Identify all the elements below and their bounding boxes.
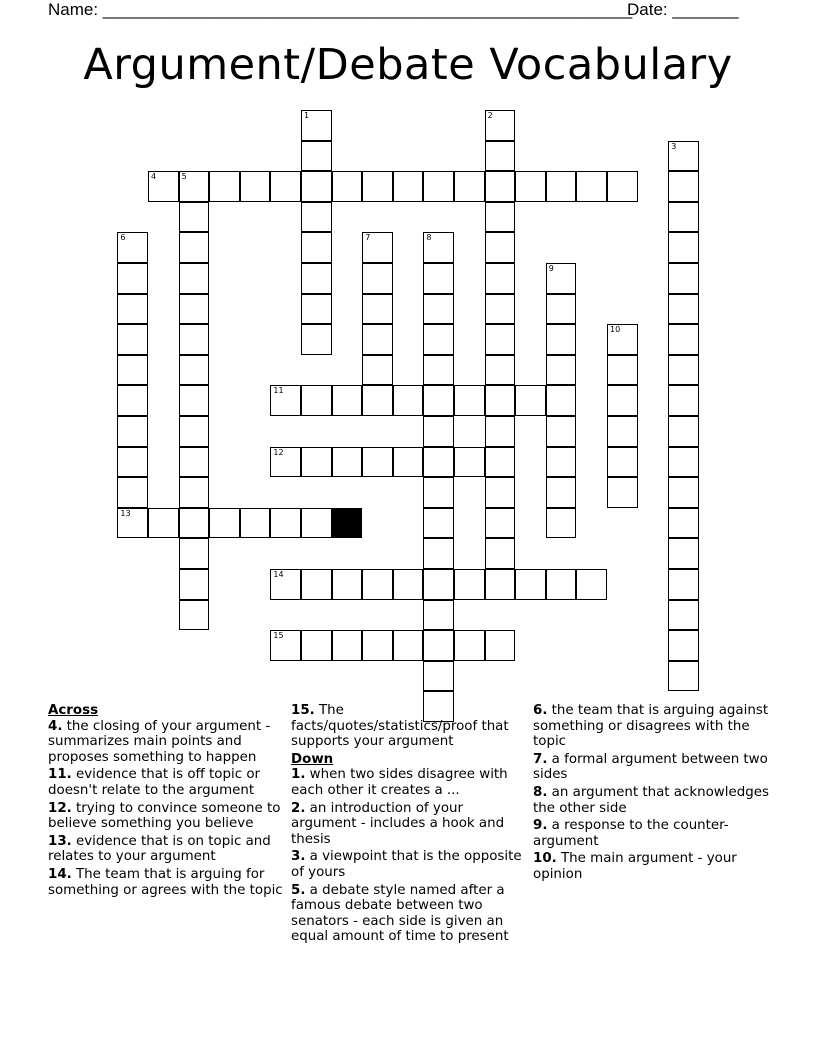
clue-number: 1 [304,111,310,120]
grid-cell[interactable] [546,385,577,416]
grid-cell[interactable] [240,508,271,539]
grid-cell[interactable] [423,661,454,692]
grid-cell[interactable] [423,263,454,294]
grid-cell[interactable] [148,171,179,202]
grid-cell[interactable] [546,355,577,386]
grid-cell[interactable] [301,447,332,478]
grid-cell[interactable] [179,600,210,631]
grid-cell[interactable] [179,355,210,386]
across-clue-15: 15. The facts/quotes/statistics/proof that supports your argument [291,703,509,750]
grid-cell[interactable] [423,600,454,631]
clue-number: 3 [671,141,677,151]
across-clue-14: 14. The team that is arguing for something or agrees with the topic [48,866,283,898]
grid-cell[interactable] [423,569,454,600]
grid-cell[interactable] [423,477,454,508]
grid-cell[interactable] [607,447,638,478]
grid-cell[interactable] [301,232,332,263]
grid-cell[interactable] [179,294,210,325]
grid-cell[interactable] [546,508,577,539]
grid-cell[interactable] [362,447,393,478]
down-heading: Down [291,751,334,767]
grid-cell[interactable] [454,171,485,202]
down-clue-8: 8. an argument that acknowledges the other side [533,784,769,816]
grid-cell[interactable] [301,171,332,202]
grid-cell[interactable] [332,630,363,661]
grid-cell[interactable] [270,447,301,478]
grid-cell[interactable] [576,171,607,202]
down-clue-5: 5. a debate style named after a famous debate between two senators - each side is given an equal amount of time to present [291,882,509,945]
clue-number: 6 [120,233,126,243]
grid-cell[interactable] [607,385,638,416]
grid-cell[interactable] [423,538,454,569]
grid-cell[interactable] [485,171,516,202]
grid-cell[interactable] [301,508,332,539]
grid-cell[interactable] [668,508,699,539]
name-field-label: Name: ________________________________________________________ [48,0,633,19]
grid-cell[interactable] [362,385,393,416]
grid-cell[interactable] [117,447,148,478]
clue-number: 15 [273,631,284,641]
grid-cell[interactable] [209,508,240,539]
grid-cell[interactable] [393,447,424,478]
grid-cell[interactable] [117,263,148,294]
grid-cell[interactable] [209,171,240,202]
clue-number: 12 [273,447,284,457]
grid-cell[interactable] [485,385,516,416]
grid-cell[interactable] [362,232,393,263]
grid-cell[interactable] [485,477,516,508]
grid-cell[interactable] [301,324,332,355]
grid-cell[interactable] [423,355,454,386]
grid-cell[interactable] [301,294,332,325]
grid-cell[interactable] [179,416,210,447]
grid-cell[interactable] [179,538,210,569]
grid-cell[interactable] [362,294,393,325]
grid-cell[interactable] [485,630,516,661]
grid-cell[interactable] [423,294,454,325]
grid-cell[interactable] [546,263,577,294]
grid-cell[interactable] [576,569,607,600]
grid-cell[interactable] [515,171,546,202]
grid-cell[interactable] [423,232,454,263]
grid-cell[interactable] [668,416,699,447]
grid-cell[interactable] [485,508,516,539]
black-cell [332,508,363,539]
grid-cell[interactable] [485,355,516,386]
grid-cell[interactable] [454,447,485,478]
grid-cell[interactable] [546,324,577,355]
grid-cell[interactable] [668,477,699,508]
grid-cell[interactable] [332,447,363,478]
grid-cell[interactable] [668,569,699,600]
grid-cell[interactable] [362,263,393,294]
grid-cell[interactable] [607,171,638,202]
grid-cell[interactable] [668,600,699,631]
clue-number: 8 [426,233,432,243]
grid-cell[interactable] [362,630,393,661]
grid-cell[interactable] [515,569,546,600]
grid-cell[interactable] [668,263,699,294]
grid-cell[interactable] [454,385,485,416]
grid-cell[interactable] [668,202,699,233]
grid-cell[interactable] [485,538,516,569]
across-clue-4: 4. the closing of your argument - summarizes main points and proposes something to happen [48,718,271,765]
grid-cell[interactable] [546,447,577,478]
down-clue-9: 9. a response to the counter-argument [533,818,729,849]
grid-cell[interactable] [270,508,301,539]
grid-cell[interactable] [485,202,516,233]
grid-cell[interactable] [485,416,516,447]
clue-number: 14 [273,570,284,579]
grid-cell[interactable] [668,324,699,355]
clue-number: 10 [610,325,621,335]
across-clue-13: 13. evidence that is on topic and relates to your argument [48,833,271,865]
grid-cell[interactable] [485,263,516,294]
grid-cell[interactable] [423,630,454,661]
grid-cell[interactable] [179,263,210,294]
clues-column-1 [48,703,284,900]
grid-cell[interactable] [362,355,393,386]
down-clue-1: 1. when two sides disagree with each other it creates a ... [291,767,508,798]
grid-cell[interactable] [546,416,577,447]
grid-cell[interactable] [607,324,638,355]
grid-cell[interactable] [423,324,454,355]
across-clue-11: 11. evidence that is off topic or doesn't relate to the argument [48,767,261,798]
grid-cell[interactable] [393,569,424,600]
grid-cell[interactable] [179,202,210,233]
grid-cell[interactable] [179,385,210,416]
grid-cell[interactable] [301,569,332,600]
clue-number: 7 [365,233,371,243]
grid-cell[interactable] [301,141,332,172]
grid-cell[interactable] [515,385,546,416]
grid-cell[interactable] [179,569,210,600]
grid-cell[interactable] [546,171,577,202]
clues-column-3 [533,703,769,885]
down-clue-2: 2. an introduction of your argument - includes a hook and thesis [291,800,505,847]
grid-cell[interactable] [607,355,638,386]
grid-cell[interactable] [117,355,148,386]
grid-cell[interactable] [546,294,577,325]
grid-cell[interactable] [179,447,210,478]
grid-cell[interactable] [332,171,363,202]
grid-cell[interactable] [485,232,516,263]
date-field-label: Date: _______ [627,0,739,19]
grid-cell[interactable] [668,141,699,172]
grid-cell[interactable] [362,569,393,600]
clue-number: 9 [548,264,554,273]
grid-cell[interactable] [423,508,454,539]
grid-cell[interactable] [117,294,148,325]
grid-cell[interactable] [301,110,332,141]
grid-cell[interactable] [117,385,148,416]
grid-cell[interactable] [485,141,516,172]
grid-cell[interactable] [270,385,301,416]
grid-cell[interactable] [668,355,699,386]
page-title: Argument/Debate Vocabulary [83,40,733,90]
grid-cell[interactable] [454,569,485,600]
down-clue-7: 7. a formal argument between two sides [533,751,768,783]
grid-cell[interactable] [668,661,699,692]
grid-cell[interactable] [485,569,516,600]
grid-cell[interactable] [485,324,516,355]
grid-cell[interactable] [117,324,148,355]
grid-cell[interactable] [179,171,210,202]
grid-cell[interactable] [668,294,699,325]
grid-cell[interactable] [332,385,363,416]
grid-cell[interactable] [668,447,699,478]
grid-cell[interactable] [423,447,454,478]
clue-number: 2 [487,111,493,120]
grid-cell[interactable] [270,171,301,202]
grid-cell[interactable] [668,538,699,569]
clue-number: 5 [181,172,187,182]
grid-cell[interactable] [179,324,210,355]
grid-cell[interactable] [117,508,148,539]
grid-cell[interactable] [393,171,424,202]
grid-cell[interactable] [301,202,332,233]
grid-cell[interactable] [240,171,271,202]
grid-cell[interactable] [117,477,148,508]
grid-cell[interactable] [423,416,454,447]
grid-cell[interactable] [301,263,332,294]
grid-cell[interactable] [668,385,699,416]
grid-cell[interactable] [607,477,638,508]
grid-cell[interactable] [362,324,393,355]
grid-cell[interactable] [668,171,699,202]
grid-cell[interactable] [607,416,638,447]
across-heading: Across [48,703,99,718]
grid-cell[interactable] [362,171,393,202]
grid-cell[interactable] [485,447,516,478]
grid-cell[interactable] [546,569,577,600]
grid-cell[interactable] [270,569,301,600]
grid-cell[interactable] [301,385,332,416]
grid-cell[interactable] [423,171,454,202]
grid-cell[interactable] [117,416,148,447]
grid-cell[interactable] [301,630,332,661]
clues-column-2 [291,703,527,947]
grid-cell[interactable] [485,110,516,141]
clue-number: 13 [120,508,131,518]
grid-cell[interactable] [393,385,424,416]
grid-cell[interactable] [332,569,363,600]
grid-cell[interactable] [668,232,699,263]
down-clue-3: 3. a viewpoint that is the opposite of yours [291,849,522,880]
grid-cell[interactable] [270,630,301,661]
grid-cell[interactable] [454,630,485,661]
clue-number: 4 [151,172,157,182]
across-clue-12: 12. trying to convince someone to believe something you believe [48,800,281,832]
grid-cell[interactable] [668,630,699,661]
down-clue-6: 6. the team that is arguing against something or disagrees with the topic [533,703,769,750]
grid-cell[interactable] [393,630,424,661]
grid-cell[interactable] [148,508,179,539]
grid-cell[interactable] [179,508,210,539]
clue-number: 11 [273,386,284,396]
grid-cell[interactable] [423,385,454,416]
grid-cell[interactable] [179,232,210,263]
grid-cell[interactable] [117,232,148,263]
grid-cell[interactable] [485,294,516,325]
down-clue-10: 10. The main argument - your opinion [533,851,737,882]
grid-cell[interactable] [179,477,210,508]
grid-cell[interactable] [546,477,577,508]
